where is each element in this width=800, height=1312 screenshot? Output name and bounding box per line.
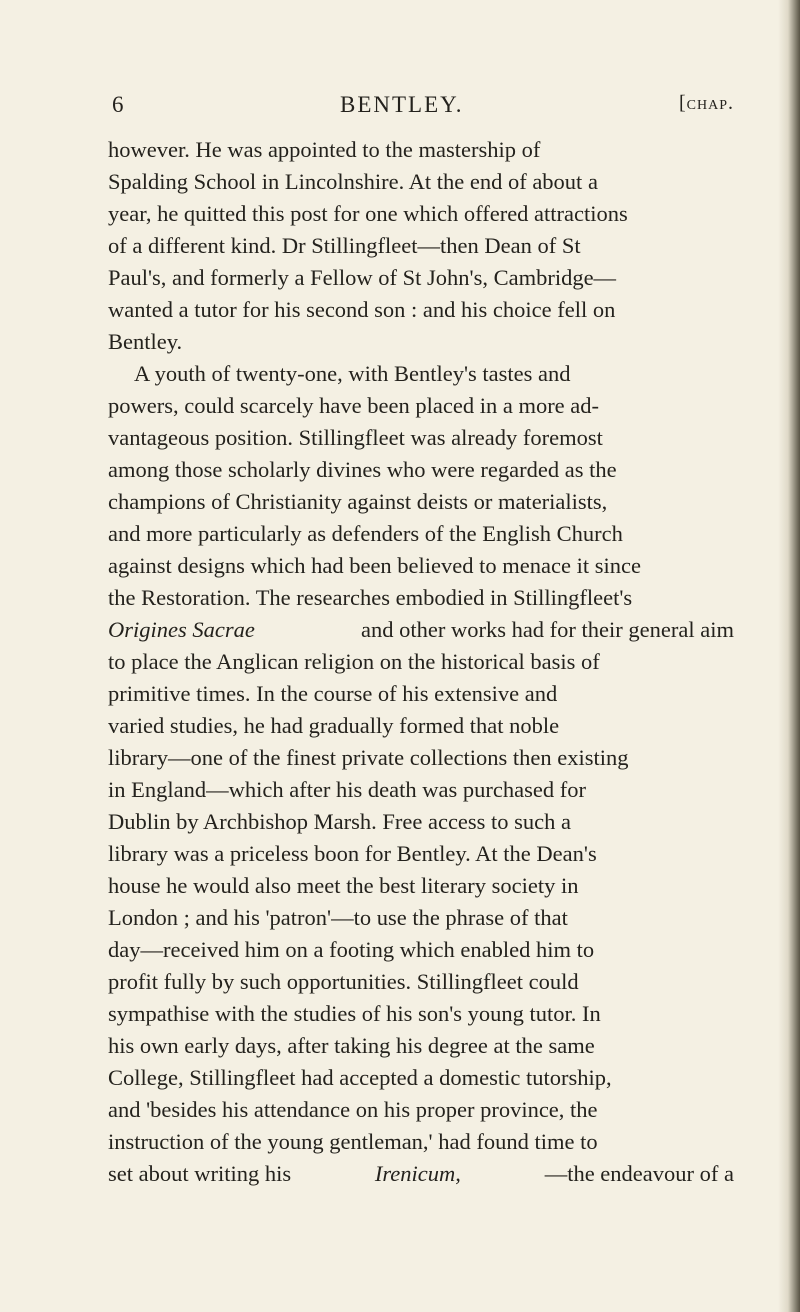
- text-line: of a different kind. Dr Stillingfleet—then Dean of St: [108, 233, 581, 258]
- text-line: against designs which had been believed to menace it since: [108, 553, 641, 578]
- page-edge-shadow: [778, 0, 800, 1312]
- text-line: library was a priceless boon for Bentley. At the Dean's: [108, 841, 597, 866]
- text-line: sympathise with the studies of his son's young tutor. In: [108, 1001, 601, 1026]
- text-line: house he would also meet the best literary society in: [108, 873, 579, 898]
- text-line: among those scholarly divines who were regarded as the: [108, 457, 617, 482]
- text-line-with-italic: [108, 1158, 734, 1190]
- text-line: Spalding School in Lincolnshire. At the end of about a: [108, 169, 598, 194]
- spacer: [303, 614, 312, 646]
- text-line: in England—which after his death was purchased for: [108, 777, 586, 802]
- running-head: [112, 92, 734, 122]
- text-line: and more particularly as defenders of the English Church: [108, 521, 623, 546]
- text-line: varied studies, he had gradually formed that noble: [108, 713, 560, 738]
- text-segment: set about writing his: [108, 1161, 292, 1186]
- text-line: his own early days, after taking his degree at the same: [108, 1033, 595, 1058]
- text-line: however. He was appointed to the mastership of: [108, 137, 541, 162]
- text-line: day—received him on a footing which enabled him to: [108, 937, 595, 962]
- text-line: to place the Anglican religion on the historical basis of: [108, 649, 600, 674]
- irenicum-title: Irenicum,: [374, 1161, 461, 1186]
- text-segment: and other works had for their general aim: [360, 617, 734, 642]
- text-line: College, Stillingfleet had accepted a domestic tutorship,: [108, 1065, 612, 1090]
- running-title: BENTLEY.: [340, 92, 464, 117]
- text-line: library—one of the finest private collections then existing: [108, 745, 629, 770]
- text-segment: —the endeavour of a: [544, 1161, 734, 1186]
- text-line: and 'besides his attendance on his proper province, the: [108, 1097, 598, 1122]
- text-line: Paul's, and formerly a Fellow of St John's, Cambridge—: [108, 265, 617, 290]
- text-line: champions of Christianity against deists or materialists,: [108, 489, 608, 514]
- text-line: year, he quitted this post for one which offered attractions: [108, 201, 628, 226]
- text-line: London ; and his 'patron'—to use the phrase of that: [108, 905, 568, 930]
- origines-sacrae-title: Origines Sacrae: [108, 617, 255, 642]
- text-line: Dublin by Archbishop Marsh. Free access to such a: [108, 809, 572, 834]
- text-line: the Restoration. The researches embodied in Stillingfleet's: [108, 585, 633, 610]
- text-line: profit fully by such opportunities. Stillingfleet could: [108, 969, 579, 994]
- paragraph-start-line: A youth of twenty-one, with Bentley's tastes and: [134, 361, 571, 386]
- text-line: instruction of the young gentleman,' had found time to: [108, 1129, 598, 1154]
- text-line: Bentley.: [108, 329, 183, 354]
- text-line: primitive times. In the course of his extensive and: [108, 681, 558, 706]
- page-number: 6: [112, 92, 125, 117]
- text-line: wanted a tutor for his second son : and his choice fell on: [108, 297, 616, 322]
- text-line: powers, could scarcely have been placed in a more ad-: [108, 393, 600, 418]
- text-line-with-italic: [108, 614, 734, 646]
- body-text: [108, 134, 734, 1190]
- chapter-mark: [chap.: [678, 92, 734, 114]
- text-line: vantageous position. Stillingfleet was already foremost: [108, 425, 603, 450]
